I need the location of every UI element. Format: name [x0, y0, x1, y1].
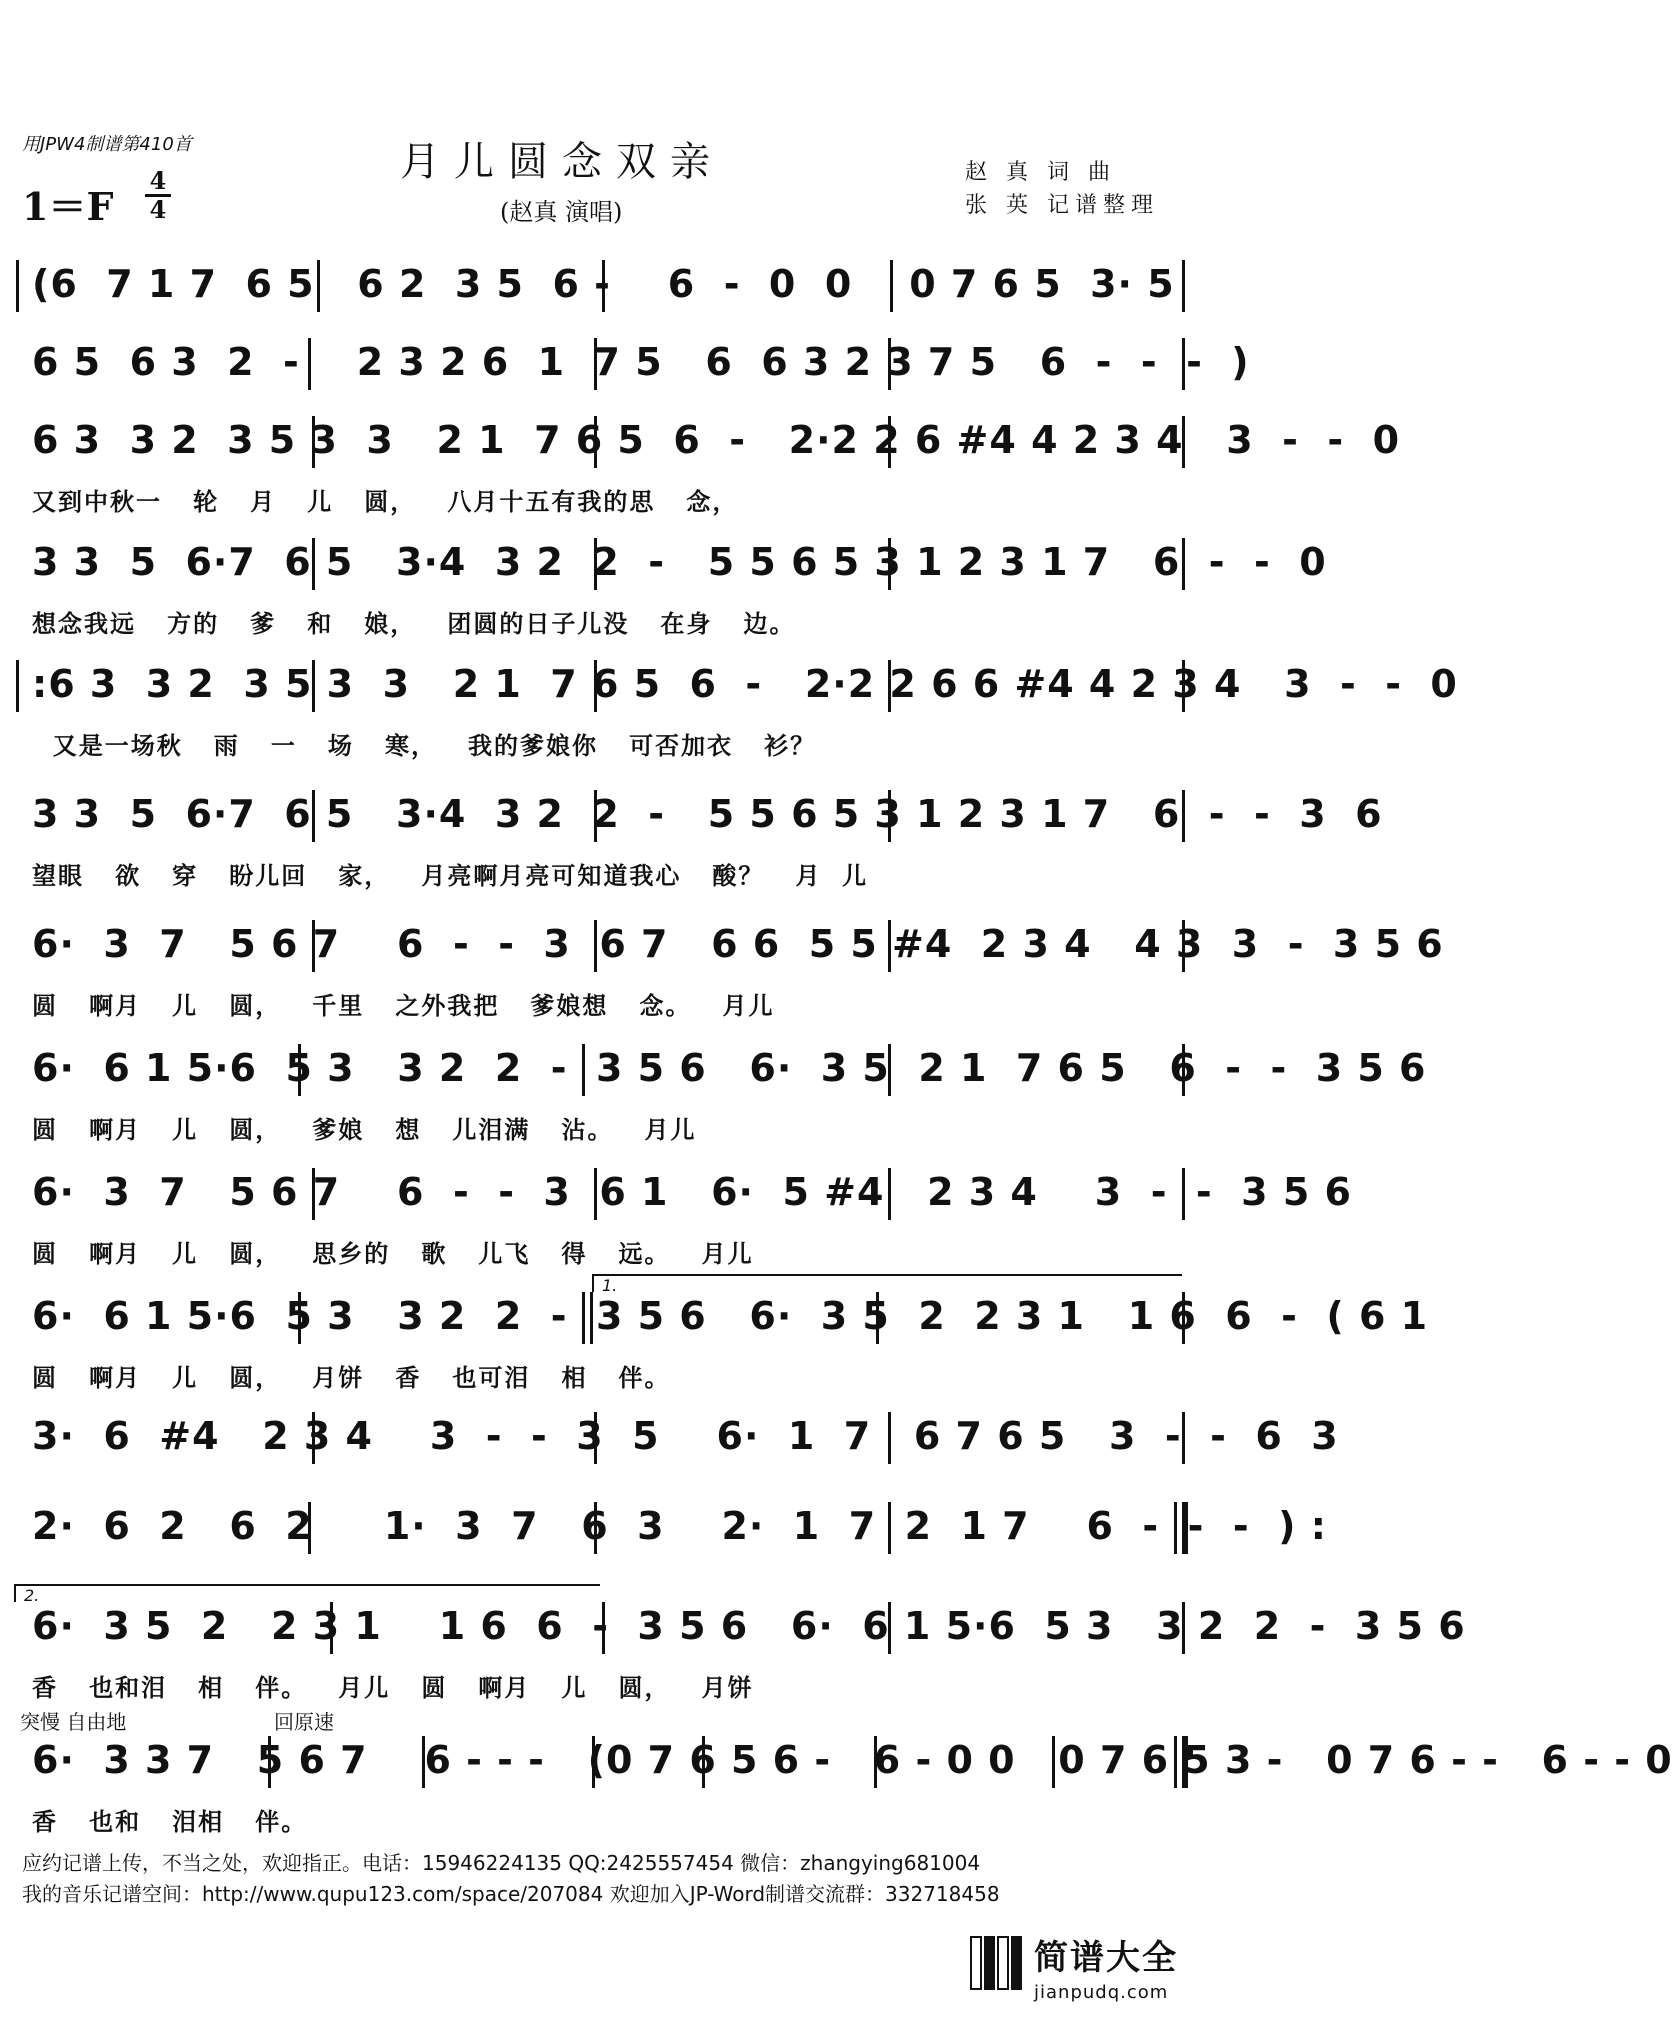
barline	[1182, 1602, 1185, 1654]
barline	[888, 1044, 891, 1096]
staff-notes: 6· 3 7 5 6 7 6 - - 3 6 1 6· 5 #4 2 3 4 3 - - 3 5 6	[32, 1170, 1352, 1214]
staff-notes: 2· 6 2 6 2 1· 3 7 6 3 2· 1 7 2 1 7 6 - - - ) :	[32, 1504, 1327, 1548]
barlines	[12, 658, 1188, 714]
barline	[1182, 790, 1185, 842]
staff-lyrics: 望眼 欲 穿 盼儿回 家， 月亮啊月亮可知道我心 酸？ 月 儿	[32, 862, 869, 890]
barlines	[12, 1290, 1188, 1346]
barline	[298, 1044, 301, 1096]
barline	[312, 790, 315, 842]
repeat-end-barline-thick	[1182, 1502, 1188, 1554]
volta-bracket-2: 2.	[14, 1584, 600, 1602]
barline	[298, 1292, 301, 1344]
final-barline-thick	[1182, 1736, 1188, 1788]
barline	[268, 1736, 271, 1788]
barlines	[12, 536, 1188, 592]
barline	[888, 1168, 891, 1220]
barline	[312, 1168, 315, 1220]
barline	[594, 660, 597, 712]
barline	[594, 416, 597, 468]
barline	[1182, 1292, 1185, 1344]
staff-notes: 3 3 5 6·7 6 5 3·4 3 2 2 - 5 5 6 5 3 1 2 3 1 7 6 - - 3 6	[32, 792, 1383, 836]
barlines	[12, 1166, 1188, 1222]
barline	[594, 1412, 597, 1464]
barline	[16, 260, 19, 312]
barline	[888, 416, 891, 468]
barline	[888, 920, 891, 972]
meter-bottom: 4	[149, 195, 167, 224]
staff-notes: (6 7 1 7 6 5 6 2 3 5 6 - 6 - 0 0 0 7 6 5 3· 5	[32, 262, 1175, 306]
barline	[888, 1412, 891, 1464]
barline	[1182, 538, 1185, 590]
barline	[888, 1602, 891, 1654]
staff-lyrics: 圆 啊月 儿 圆， 爹娘 想 儿泪满 沾。 月儿	[32, 1116, 697, 1144]
barlines	[12, 336, 1188, 392]
barline	[1182, 416, 1185, 468]
barline	[1052, 1736, 1055, 1788]
barline	[582, 1044, 585, 1096]
meter-top: 4	[149, 166, 167, 195]
barline	[594, 338, 597, 390]
staff-lyrics: 圆 啊月 儿 圆， 千里 之外我把 爹娘想 念。 月儿	[32, 992, 775, 1020]
barline	[888, 660, 891, 712]
barline	[594, 920, 597, 972]
piano-key	[1011, 1936, 1023, 1990]
barlines	[12, 788, 1188, 844]
footer-links: 我的音乐记谱空间：http://www.qupu123.com/space/207084 欢迎加入JP-Word制谱交流群：332718458	[22, 1882, 1000, 1906]
staff-notes: 6· 6 1 5·6 5 3 3 2 2 - 3 5 6 6· 3 5 2 1 7 6 5 6 - - 3 5 6	[32, 1046, 1427, 1090]
staff-lyrics: 想念我远 方的 爹 和 娘， 团圆的日子儿没 在身 边。	[32, 610, 796, 638]
barline	[602, 1602, 605, 1654]
barline	[1182, 1044, 1185, 1096]
repeat-start-barline	[16, 660, 19, 712]
staff-notes: 6· 3 5 2 2 3 1 1 6 6 - 3 5 6 6· 6 1 5·6 5 3 3 2 2 - 3 5 6	[32, 1604, 1466, 1648]
barlines	[12, 1734, 1188, 1790]
barline	[1182, 260, 1185, 312]
staff-notes: :6 3 3 2 3 5 3 3 2 1 7 6 5 6 - 2·2 2 6 6 #4 4 2 3 4 3 - - 0	[32, 662, 1458, 706]
staff-notes: 6 5 6 3 2 - 2 3 2 6 1 7 5 6 6 3 2 3 7 5 6 - - - )	[32, 340, 1250, 384]
site-logo	[970, 1930, 1190, 2016]
tempo-marking-slow: 突慢 自由地	[20, 1710, 127, 1734]
piano-keys-icon	[970, 1936, 1024, 1990]
barline	[317, 260, 320, 312]
staff-lyrics: 圆 啊月 儿 圆， 月饼 香 也可泪 相 伴。	[32, 1364, 671, 1392]
barline	[1182, 338, 1185, 390]
staff-notes: 3· 6 #4 2 3 4 3 - - 3 5 6· 1 7 6 7 6 5 3 - - 6 3	[32, 1414, 1339, 1458]
barline	[888, 790, 891, 842]
barlines	[12, 1500, 1188, 1556]
barline	[594, 1502, 597, 1554]
staff-notes: 6· 3 3 7 5 6 7 6 - - - (0 7 6 5 6 - 6 - 0 0 0 7 6 5 3 - 0 7 6 - - 6 - - 0	[32, 1738, 1673, 1782]
barline	[702, 1736, 705, 1788]
barline	[590, 1292, 593, 1344]
barline	[1182, 920, 1185, 972]
staff-lyrics: 又是一场秋 雨 一 场 寒， 我的爹娘你 可否加衣 衫？	[32, 732, 817, 760]
staff-lyrics: 圆 啊月 儿 圆， 思乡的 歌 儿飞 得 远。 月儿	[32, 1240, 754, 1268]
barline	[312, 660, 315, 712]
barline	[312, 538, 315, 590]
barline	[888, 538, 891, 590]
volta-bracket-1: 1.	[592, 1274, 1182, 1292]
piano-key	[970, 1936, 982, 1990]
tempo-marking-return: 回原速	[274, 1710, 334, 1734]
barline	[888, 1502, 891, 1554]
barline	[888, 338, 891, 390]
barline	[594, 790, 597, 842]
barline	[602, 260, 605, 312]
barline	[312, 1412, 315, 1464]
staff-lyrics: 香 也和 泪相 伴。	[32, 1808, 308, 1836]
repeat-end-barline	[1174, 1502, 1177, 1554]
staff-notes: 6· 3 7 5 6 7 6 - - 3 6 7 6 6 5 5 #4 2 3 4 4 3 3 - 3 5 6	[32, 922, 1444, 966]
piano-key	[984, 1936, 996, 1990]
barlines	[12, 1600, 1188, 1656]
logo-url: jianpudq.com	[1034, 1982, 1169, 2003]
barline	[874, 1736, 877, 1788]
logo-text: 简谱大全	[1034, 1938, 1178, 1978]
staff-notes: 6 3 3 2 3 5 3 3 2 1 7 6 5 6 - 2·2 2 6 #4 4 2 3 4 3 - - 0	[32, 418, 1401, 462]
final-barline	[1174, 1736, 1177, 1788]
song-title: 月儿圆念双亲	[400, 139, 724, 185]
barlines	[12, 414, 1188, 470]
barlines	[12, 918, 1188, 974]
barline	[312, 416, 315, 468]
barline	[422, 1736, 425, 1788]
footer-contact: 应约记谱上传，不当之处，欢迎指正。电话：15946224135 QQ:2425557454 微信：zhangying681004	[22, 1851, 981, 1875]
barline	[308, 338, 311, 390]
time-signature	[142, 168, 174, 223]
staff-notes: 3 3 5 6·7 6 5 3·4 3 2 2 - 5 5 6 5 3 1 2 3 1 7 6 - - 0	[32, 540, 1327, 584]
barlines	[12, 1042, 1188, 1098]
piano-key	[997, 1936, 1009, 1990]
barline	[890, 260, 893, 312]
barline	[594, 538, 597, 590]
barlines	[12, 1410, 1188, 1466]
barlines	[12, 258, 1188, 314]
staff-lyrics: 香 也和泪 相 伴。 月儿 圆 啊月 儿 圆， 月饼	[32, 1674, 754, 1702]
barline	[592, 1736, 595, 1788]
singer-credit: (赵真 演唱)	[500, 198, 623, 226]
barline	[1182, 1412, 1185, 1464]
staff-lyrics: 又到中秋一 轮 月 儿 圆， 八月十五有我的思 念，	[32, 488, 739, 516]
transcriber-credit: 张 英 记谱整理	[965, 193, 1159, 218]
staff-notes: 6· 6 1 5·6 5 3 3 2 2 - 3 5 6 6· 3 5 2 2 3 1 1 6 6 - ( 6 1	[32, 1294, 1429, 1338]
key-signature: 1＝F	[22, 184, 114, 229]
barline	[582, 1292, 585, 1344]
barline	[1182, 660, 1185, 712]
barline	[312, 920, 315, 972]
barline	[308, 1502, 311, 1554]
barline	[330, 1602, 333, 1654]
barline	[1182, 1168, 1185, 1220]
composer-credit: 赵 真 词 曲	[965, 160, 1116, 185]
barline	[876, 1292, 879, 1344]
software-note: 用JPW4制谱第410首	[22, 134, 192, 155]
barline	[594, 1168, 597, 1220]
